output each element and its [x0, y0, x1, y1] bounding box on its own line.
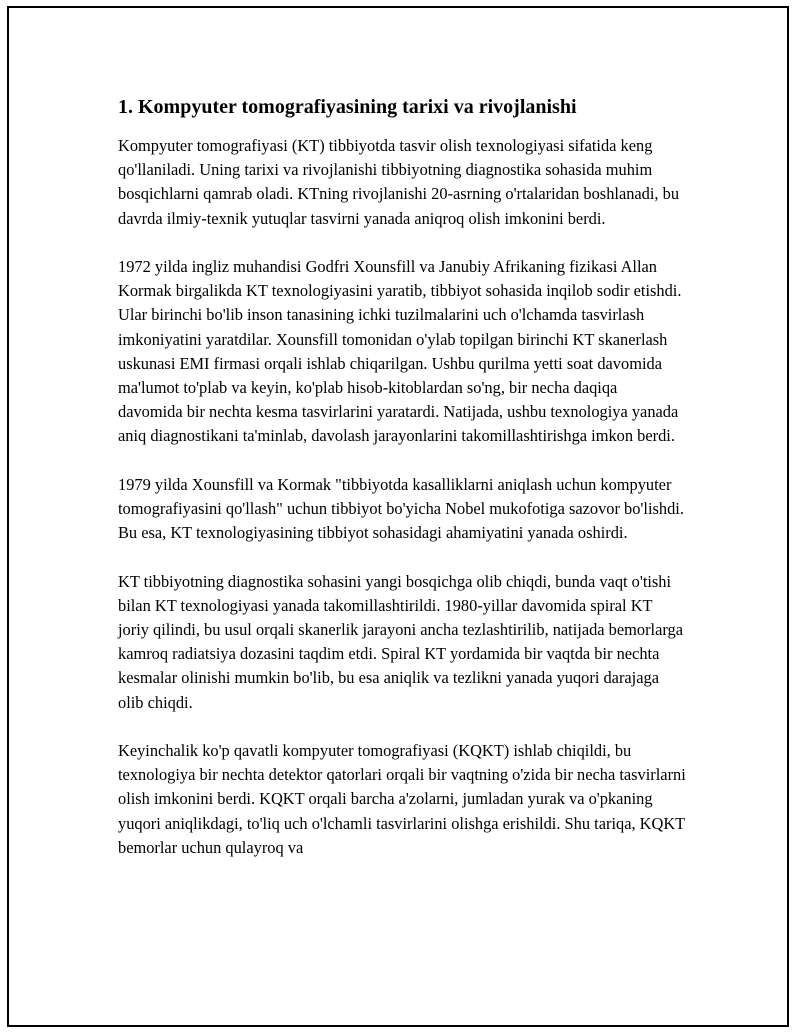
- paragraph-invention: 1972 yilda ingliz muhandisi Godfri Xounsfill va Janubiy Afrikaning fizikasi Allan Kormak birgalikda KT texnologiyasini yaratib, tibbiyot sohasida inqilob sodir etishdi. Ular birinchi bo'lib inson tanasining ichki tuzilmalarini uch o'lchamda tasvirlash imkoniyatini yaratdilar. Xounsfill tomonidan o'ylab topilgan birinchi KT skanerlash uskunasi EMI firmasi orqali ishlab chiqarilgan. Ushbu qurilma yetti soat davomida ma'lumot to'plab va keyin, ko'plab hisob-kitoblardan so'ng, bir necha daqiqa davomida bir nechta kesma tasvirlarini yaratardi. Natijada, ushbu texnologiya yanada aniq diagnostikani ta'minlab, davolash jarayonlarini takomillashtirishga imkon berdi.: [118, 257, 682, 446]
- section-heading: 1. Kompyuter tomografiyasining tarixi va rivojlanishi: [118, 96, 577, 118]
- paragraph-spiral-ct: KT tibbiyotning diagnostika sohasini yangi bosqichga olib chiqdi, bunda vaqt o'tishi bilan KT texnologiyasi yanada takomillashtirildi. 1980-yillar davomida spiral KT joriy qilindi, bu usul orqali skanerlik jarayoni ancha tezlashtirilib, natijada bemorlarga kamroq radiatsiya dozasini taqdim etdi. Spiral KT yordamida bir vaqtda bir nechta kesmalar olinishi mumkin bo'lib, bu esa aniqlik va tezlikni yanada yuqori darajaga olib chiqdi.: [118, 571, 684, 712]
- paragraph-intro: Kompyuter tomografiyasi (KT) tibbiyotda tasvir olish texnologiyasi sifatida keng qo'llaniladi. Uning tarixi va rivojlanishi tibbiyotning diagnostika sohasida muhim bosqichlarni qamrab oladi. KTning rivojlanishi 20-asrning o'rtalaridan boshlanadi, bu davrda ilmiy-texnik yutuqlar tasvirni yanada aniqroq olish imkonini berdi.: [118, 136, 680, 228]
- document-body: [118, 94, 686, 884]
- paragraph-nobel: 1979 yilda Xounsfill va Kormak "tibbiyotda kasalliklarni aniqlash uchun kompyuter tomografiyasini qo'llash" uchun tibbiyot bo'yicha Nobel mukofotiga sazovor bo'lishdi. Bu esa, KT texnologiyasining tibbiyot sohasidagi ahamiyatini yanada oshirdi.: [118, 474, 684, 543]
- paragraph-multislice-ct: Keyinchalik ko'p qavatli kompyuter tomografiyasi (KQKT) ishlab chiqildi, bu texnologiya bir nechta detektor qatorlari orqali bir vaqtning o'zida bir necha tasvirlarni olish imkonini berdi. KQKT orqali barcha a'zolarni, jumladan yurak va o'pkaning yuqori aniqlikdagi, to'liq uch o'lchamli tasvirlarini olishga erishildi. Shu tariqa, KQKT bemorlar uchun qulayroq va: [118, 741, 686, 857]
